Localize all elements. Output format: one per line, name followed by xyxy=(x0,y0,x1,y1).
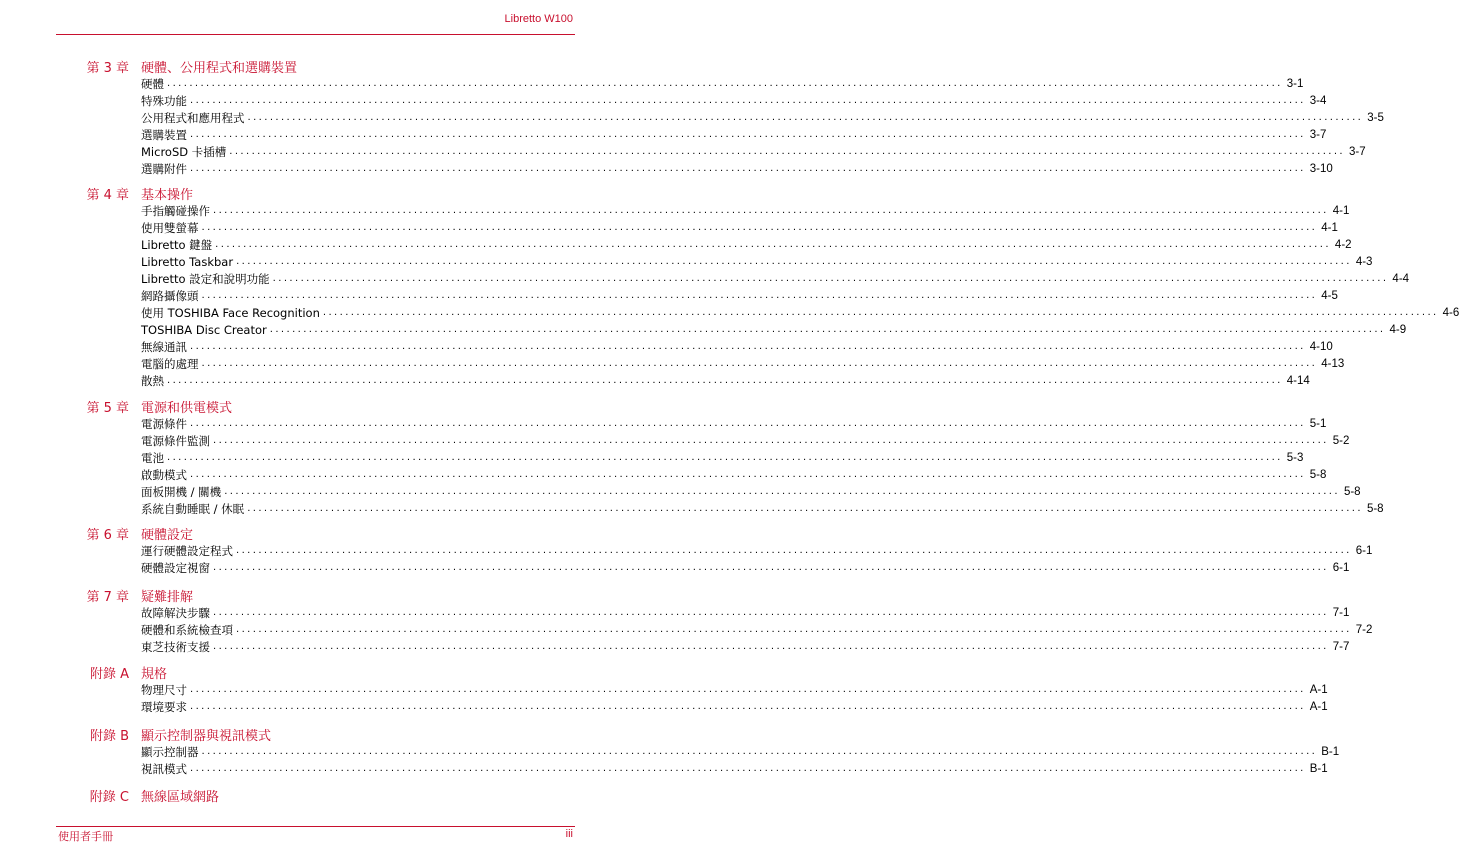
footer-manual-title: 使用者手冊 xyxy=(58,830,113,843)
toc-entry[interactable] xyxy=(141,270,1410,287)
toc-entry-page: 6-1 xyxy=(1332,561,1350,574)
toc-entry-label: 選購裝置 xyxy=(141,127,187,142)
toc-entry-label: 電池 xyxy=(141,450,164,465)
toc-entry-label: MicroSD 卡插槽 xyxy=(141,144,227,159)
toc-entry-label: 視訊模式 xyxy=(141,761,187,776)
toc-leader-dots: ........................................................................................................................................................................................................ xyxy=(229,145,1346,157)
toc-leader-dots: ........................................................................................................................................................................................................ xyxy=(213,561,1329,573)
toc-entry-label: 面板開機 / 關機 xyxy=(141,484,222,499)
toc-entry-label: TOSHIBA Disc Creator xyxy=(141,322,267,337)
toc-entry-label: 公用程式和應用程式 xyxy=(141,110,245,125)
toc-leader-dots: ........................................................................................................................................................................................................ xyxy=(201,289,1318,301)
toc-entry-label: 東芝技術支援 xyxy=(141,639,210,654)
toc-entry-label: 硬體設定視窗 xyxy=(141,560,210,575)
toc-entry-page: 5-8 xyxy=(1309,468,1327,481)
chapter-entries xyxy=(141,75,1384,177)
chapter-title[interactable]: 疑難排解 xyxy=(141,590,194,605)
toc-entry-page: 4-5 xyxy=(1321,289,1338,302)
toc-entry[interactable] xyxy=(141,483,1361,500)
running-header-title: Libretto W100 xyxy=(504,13,573,25)
toc-entry-page: 3-5 xyxy=(1367,111,1384,124)
chapter-title[interactable]: 硬體設定 xyxy=(141,528,194,543)
toc-entry[interactable] xyxy=(141,109,1384,126)
toc-entry[interactable] xyxy=(141,160,1333,177)
toc-entry[interactable] xyxy=(141,432,1350,449)
toc-entry-label: Libretto 設定和說明功能 xyxy=(141,271,270,286)
toc-leader-dots: ........................................................................................................................................................................................................ xyxy=(215,238,1331,250)
toc-entry-page: 7-2 xyxy=(1355,623,1373,636)
toc-entry-page: 5-1 xyxy=(1309,417,1327,430)
footer-page-number: iii xyxy=(565,828,573,840)
toc-entry-page: 3-7 xyxy=(1349,145,1366,158)
toc-leader-dots: ........................................................................................................................................................................................................ xyxy=(201,221,1318,233)
toc-entry[interactable] xyxy=(141,321,1407,338)
toc-leader-dots: ........................................................................................................................................................................................................ xyxy=(190,683,1306,695)
toc-entry-label: 使用 TOSHIBA Face Recognition xyxy=(141,305,320,320)
toc-entry[interactable] xyxy=(141,126,1327,143)
toc-entry-label: 特殊功能 xyxy=(141,93,187,108)
toc-entry[interactable] xyxy=(141,304,1459,321)
toc-leader-dots: ........................................................................................................................................................................................................ xyxy=(201,745,1318,757)
toc-entry-label: 電腦的處理 xyxy=(141,356,199,371)
toc-leader-dots: ........................................................................................................................................................................................................ xyxy=(247,502,1363,514)
toc-entry-label: 硬體和系統檢查項 xyxy=(141,622,233,637)
toc-entry-page: 6-1 xyxy=(1355,544,1373,557)
toc-entry[interactable] xyxy=(141,638,1350,655)
toc-entry-label: 使用雙螢幕 xyxy=(141,220,199,235)
toc-entry-label: 電源條件 xyxy=(141,416,187,431)
toc-entry-label: 故障解決步驟 xyxy=(141,605,210,620)
chapter-number: 第 7 章 xyxy=(86,590,129,605)
toc-leader-dots: ........................................................................................................................................................................................................ xyxy=(201,357,1318,369)
toc-leader-dots: ........................................................................................................................................................................................................ xyxy=(190,417,1306,429)
toc-entry[interactable] xyxy=(141,287,1338,304)
toc-entry[interactable] xyxy=(141,500,1384,517)
toc-entry-page: A-1 xyxy=(1309,683,1328,696)
toc-entry-label: 手指觸碰操作 xyxy=(141,203,210,218)
toc-entry-label: 網路攝像頭 xyxy=(141,288,199,303)
toc-entry-label: 顯示控制器 xyxy=(141,744,199,759)
toc-entry-page: 4-1 xyxy=(1332,204,1350,217)
toc-entry-page: B-1 xyxy=(1309,762,1328,775)
toc-leader-dots: ........................................................................................................................................................................................................ xyxy=(247,111,1364,123)
toc-entry-page: 5-8 xyxy=(1343,485,1361,498)
toc-leader-dots: ........................................................................................................................................................................................................ xyxy=(269,323,1386,335)
toc-entry[interactable] xyxy=(141,75,1304,92)
toc-entry-page: 4-14 xyxy=(1286,374,1310,387)
toc-entry[interactable] xyxy=(141,681,1328,698)
chapter-title[interactable]: 規格 xyxy=(141,667,168,682)
toc-entry[interactable] xyxy=(141,542,1373,559)
toc-entry-page: 4-2 xyxy=(1334,238,1352,251)
chapter-number: 第 4 章 xyxy=(86,188,129,203)
toc-leader-dots: ........................................................................................................................................................................................................ xyxy=(190,468,1306,480)
toc-entry-label: Libretto Taskbar xyxy=(141,254,234,269)
toc-entry[interactable] xyxy=(141,415,1327,432)
chapter-title[interactable]: 電源和供電模式 xyxy=(141,401,233,416)
toc-entry-page: 3-1 xyxy=(1286,77,1304,90)
toc-entry-page: 4-1 xyxy=(1321,221,1338,234)
toc-leader-dots: ........................................................................................................................................................................................................ xyxy=(236,544,1352,556)
toc-entry[interactable] xyxy=(141,236,1352,253)
toc-entry-label: 環境要求 xyxy=(141,699,187,714)
toc-entry-label: 散熱 xyxy=(141,373,164,388)
chapter-title[interactable]: 硬體、公用程式和選購裝置 xyxy=(141,61,298,76)
toc-entry-page: 4-10 xyxy=(1309,340,1333,353)
chapter-entries xyxy=(141,542,1373,576)
toc-entry-page: A-1 xyxy=(1309,700,1328,713)
toc-entry-page: 4-3 xyxy=(1355,255,1373,268)
toc-entry-label: 電源條件監測 xyxy=(141,433,210,448)
toc-entry[interactable] xyxy=(141,621,1373,638)
toc-entry[interactable] xyxy=(141,355,1345,372)
toc-entry-label: 系統自動睡眠 / 休眠 xyxy=(141,501,245,516)
toc-entry-page: 4-13 xyxy=(1321,357,1345,370)
toc-entry[interactable] xyxy=(141,219,1338,236)
toc-entry-page: B-1 xyxy=(1321,745,1340,758)
toc-entry-page: 5-2 xyxy=(1332,434,1350,447)
chapter-number: 第 6 章 xyxy=(86,528,129,543)
chapter-number: 第 3 章 xyxy=(86,61,129,76)
chapter-entries xyxy=(141,604,1373,655)
toc-entry[interactable] xyxy=(141,698,1328,715)
toc-entry-label: 無線通訊 xyxy=(141,339,187,354)
chapter-number: 附錄 C xyxy=(89,790,129,805)
toc-entry-page: 3-4 xyxy=(1309,94,1327,107)
chapter-number: 附錄 B xyxy=(89,729,129,744)
toc-entry-page: 3-7 xyxy=(1309,128,1327,141)
header-rule xyxy=(56,34,575,35)
toc-entry-page: 7-7 xyxy=(1332,640,1350,653)
toc-leader-dots: ........................................................................................................................................................................................................ xyxy=(224,485,1340,497)
toc-entry[interactable] xyxy=(141,743,1340,760)
toc-leader-dots: ........................................................................................................................................................................................................ xyxy=(213,606,1329,618)
toc-entry[interactable] xyxy=(141,559,1350,576)
toc-entry[interactable] xyxy=(141,760,1328,777)
chapter-entries xyxy=(141,202,1459,389)
toc-leader-dots: ........................................................................................................................................................................................................ xyxy=(190,128,1306,140)
toc-entry[interactable] xyxy=(141,253,1373,270)
chapter-title[interactable]: 無線區域網路 xyxy=(141,790,220,805)
toc-leader-dots: ........................................................................................................................................................................................................ xyxy=(190,340,1306,352)
toc-entry[interactable] xyxy=(141,92,1327,109)
toc-leader-dots: ........................................................................................................................................................................................................ xyxy=(213,640,1329,652)
chapter-number: 第 5 章 xyxy=(86,401,129,416)
toc-entry-page: 4-6 xyxy=(1442,306,1459,319)
toc-entry-page: 5-3 xyxy=(1286,451,1304,464)
toc-leader-dots: ........................................................................................................................................................................................................ xyxy=(167,451,1283,463)
toc-entry[interactable] xyxy=(141,338,1333,355)
toc-entry-label: 硬體 xyxy=(141,76,164,91)
toc-entry-label: 物理尺寸 xyxy=(141,682,187,697)
footer-rule xyxy=(56,826,575,827)
toc-leader-dots: ........................................................................................................................................................................................................ xyxy=(190,94,1306,106)
toc-leader-dots: ........................................................................................................................................................................................................ xyxy=(322,306,1439,318)
toc-leader-dots: ........................................................................................................................................................................................................ xyxy=(236,623,1352,635)
toc-entry-label: 運行硬體設定程式 xyxy=(141,543,233,558)
toc-leader-dots: ........................................................................................................................................................................................................ xyxy=(213,204,1329,216)
chapter-title[interactable]: 基本操作 xyxy=(141,188,194,203)
toc-leader-dots: ........................................................................................................................................................................................................ xyxy=(190,700,1306,712)
toc-entry[interactable] xyxy=(141,143,1366,160)
toc-entry-page: 7-1 xyxy=(1332,606,1350,619)
toc-entry[interactable] xyxy=(141,372,1310,389)
toc-leader-dots: ........................................................................................................................................................................................................ xyxy=(167,77,1283,89)
toc-entry-page: 4-9 xyxy=(1389,323,1407,336)
toc-entry[interactable] xyxy=(141,449,1304,466)
toc-leader-dots: ........................................................................................................................................................................................................ xyxy=(190,762,1306,774)
chapter-number: 附錄 A xyxy=(89,667,129,682)
chapter-entries xyxy=(141,415,1384,517)
toc-entry-page: 5-8 xyxy=(1366,502,1384,515)
toc-leader-dots: ........................................................................................................................................................................................................ xyxy=(213,434,1329,446)
toc-leader-dots: ........................................................................................................................................................................................................ xyxy=(236,255,1352,267)
toc-leader-dots: ........................................................................................................................................................................................................ xyxy=(272,272,1389,284)
toc-entry-page: 3-10 xyxy=(1309,162,1333,175)
chapter-entries xyxy=(141,743,1340,777)
toc-leader-dots: ........................................................................................................................................................................................................ xyxy=(167,374,1283,386)
toc-entry[interactable] xyxy=(141,202,1350,219)
toc-entry-label: Libretto 鍵盤 xyxy=(141,237,213,252)
chapter-title[interactable]: 顯示控制器與視訊模式 xyxy=(141,729,272,744)
toc-entry-label: 選購附件 xyxy=(141,161,187,176)
toc-entry-label: 啟動模式 xyxy=(141,467,187,482)
toc-entry[interactable] xyxy=(141,466,1327,483)
toc-entry[interactable] xyxy=(141,604,1350,621)
toc-leader-dots: ........................................................................................................................................................................................................ xyxy=(190,162,1306,174)
chapter-entries xyxy=(141,681,1328,715)
toc-entry-page: 4-4 xyxy=(1392,272,1410,285)
